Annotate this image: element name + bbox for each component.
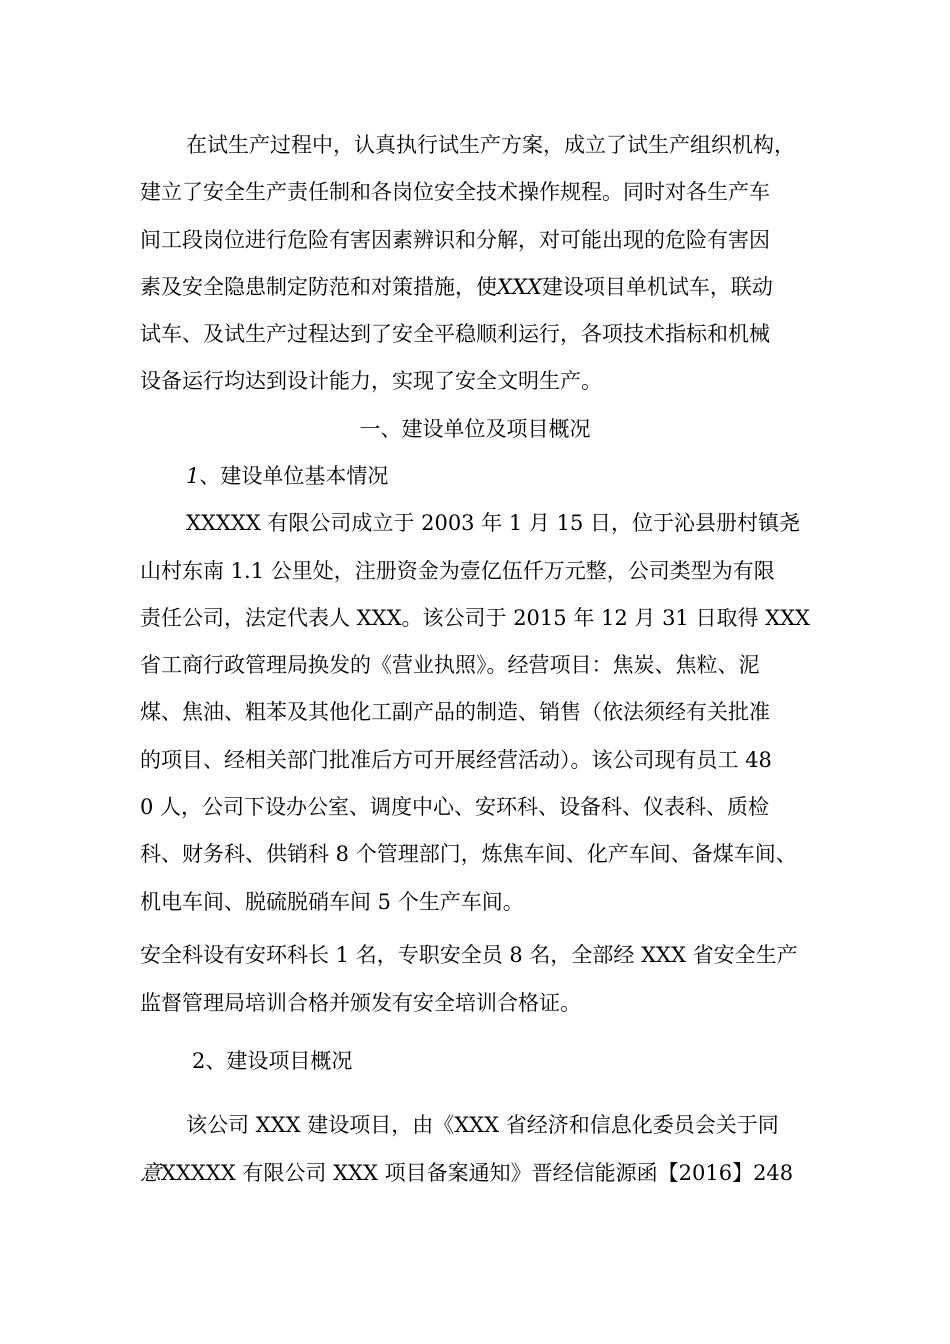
subheading-1	[186, 461, 886, 491]
para3-line2: 监督管理局培训合格并颁发有安全培训合格证。	[140, 991, 581, 1015]
para1-line2: 建立了安全生产责任制和各岗位安全技术操作规程。同时对各生产车	[140, 180, 770, 204]
subheading-2: 2、建设项目概况	[192, 1049, 353, 1073]
subheading-1-text: 、建设单位基本情况	[199, 464, 389, 488]
para2-line3: 责任公司，法定代表人 XXX。该公司于 2015 年 12 月 31 日取得 XXX	[140, 606, 810, 630]
para1-line6: 设备运行均达到设计能力，实现了安全文明生产。	[140, 369, 602, 393]
para1-line5: 试车、及试生产过程达到了安全平稳顺利运行，各项技术指标和机械	[140, 322, 770, 346]
para1-line1: 在试生产过程中，认真执行试生产方案，成立了试生产组织机构，	[186, 133, 795, 157]
para2-line2: 山村东南 1.1 公里处，注册资金为壹亿伍仟万元整，公司类型为有限	[140, 559, 775, 583]
para4-line2-text: XXXXX 有限公司 XXX 项目备案通知》晋经信能源函【2016】248	[161, 1161, 794, 1185]
para2-line9: 机电车间、脱硫脱硝车间 5 个生产车间。	[140, 890, 524, 914]
para2-line4: 省工商行政管理局换发的《营业执照》。经营项目：焦炭、焦粒、泥	[140, 653, 760, 677]
para1-line4-italic-xxx: XXX	[497, 275, 542, 299]
para4-line2-italic-char: 意	[140, 1161, 161, 1185]
para3-line1: 安全科设有安环科长 1 名，专职安全员 8 名，全部经 XXX 省安全生产	[140, 943, 798, 967]
section-heading-1: 一、建设单位及项目概况	[359, 417, 591, 441]
para2-line7: 0 人，公司下设办公室、调度中心、安环科、设备科、仪表科、质检	[140, 795, 770, 819]
para2-line1: XXXXX 有限公司成立于 2003 年 1 月 15 日，位于沁县册村镇尧	[186, 511, 801, 535]
para4-line1: 该公司 XXX 建设项目，由《XXX 省经济和信息化委员会关于同	[186, 1113, 779, 1137]
subheading-1-number: 1	[186, 464, 200, 488]
para4-line2	[140, 1158, 840, 1188]
para1-line4-text-c: 建设项目单机试车，联动	[541, 275, 773, 299]
para2-line6: 的项目、经相关部门批准后方可开展经营活动）。该公司现有员工 48	[140, 748, 772, 772]
para1-line4-text-a: 素及安全隐患制定防范和对策措施，使	[140, 275, 497, 299]
para1-line3: 间工段岗位进行危险有害因素辨识和分解，对可能出现的危险有害因	[140, 228, 770, 252]
para2-line8: 科、财务科、供销科 8 个管理部门，炼焦车间、化产车间、备煤车间、	[140, 842, 797, 866]
para2-line5: 煤、焦油、粗苯及其他化工副产品的制造、销售（依法须经有关批准	[140, 700, 770, 724]
para1-line4	[140, 272, 840, 302]
